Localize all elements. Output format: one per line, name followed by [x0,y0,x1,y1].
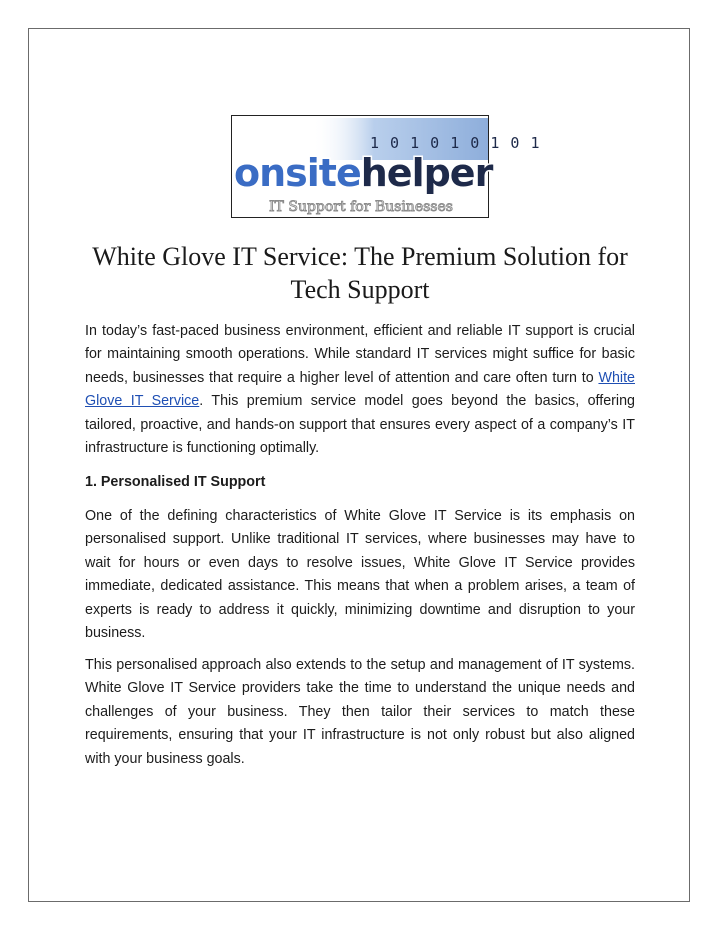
intro-text-after-link: . This premium service model goes beyond the basics, offering tailored, proactive, and hands-on support that ensures every aspect of a company’s IT infrastructure is functioning optimally. [85,393,635,457]
company-logo [231,115,541,218]
logo-wordmark-onsite: onsite [234,151,361,195]
logo-binary-text: 1 0 1 0 1 0 1 0 1 [370,134,541,152]
personalised-approach-paragraph: This personalised approach also extends to the setup and management of IT systems. White Glove IT Service providers take the time to understand the unique needs and challenges of your business. They then tailor their services to match these requirements, ensuring that your IT infrastructure is not only robust but also aligned with your business goals. [85,657,635,767]
white-glove-it-service-link[interactable]: White Glove IT Service [85,369,635,410]
svg-text:onsitehelper [234,151,494,195]
logo-wordmark-helper: helper [360,151,493,195]
logo-tagline: IT Support for Businesses [269,199,453,215]
section-heading-personalised-support: 1. Personalised IT Support [85,474,266,490]
intro-paragraph [85,320,635,460]
personalised-support-paragraph: One of the defining characteristics of White Glove IT Service is its emphasis on personalised support. Unlike traditional IT services, where businesses may have to wait for hours or even days to resolve issues, White Glove IT Service provides immediate, dedicated assistance. This means that when a problem arises, a team of experts is ready to address it quickly, minimizing downtime and disruption to your business. [85,508,635,642]
document-title: White Glove IT Service: The Premium Solution for Tech Support [92,242,628,304]
intro-text-before-link: In today’s fast-paced business environment, efficient and reliable IT support is crucial for maintaining smooth operations. While standard IT services might suffice for basic needs, businesses that require a higher level of attention and care often turn to [85,323,635,386]
